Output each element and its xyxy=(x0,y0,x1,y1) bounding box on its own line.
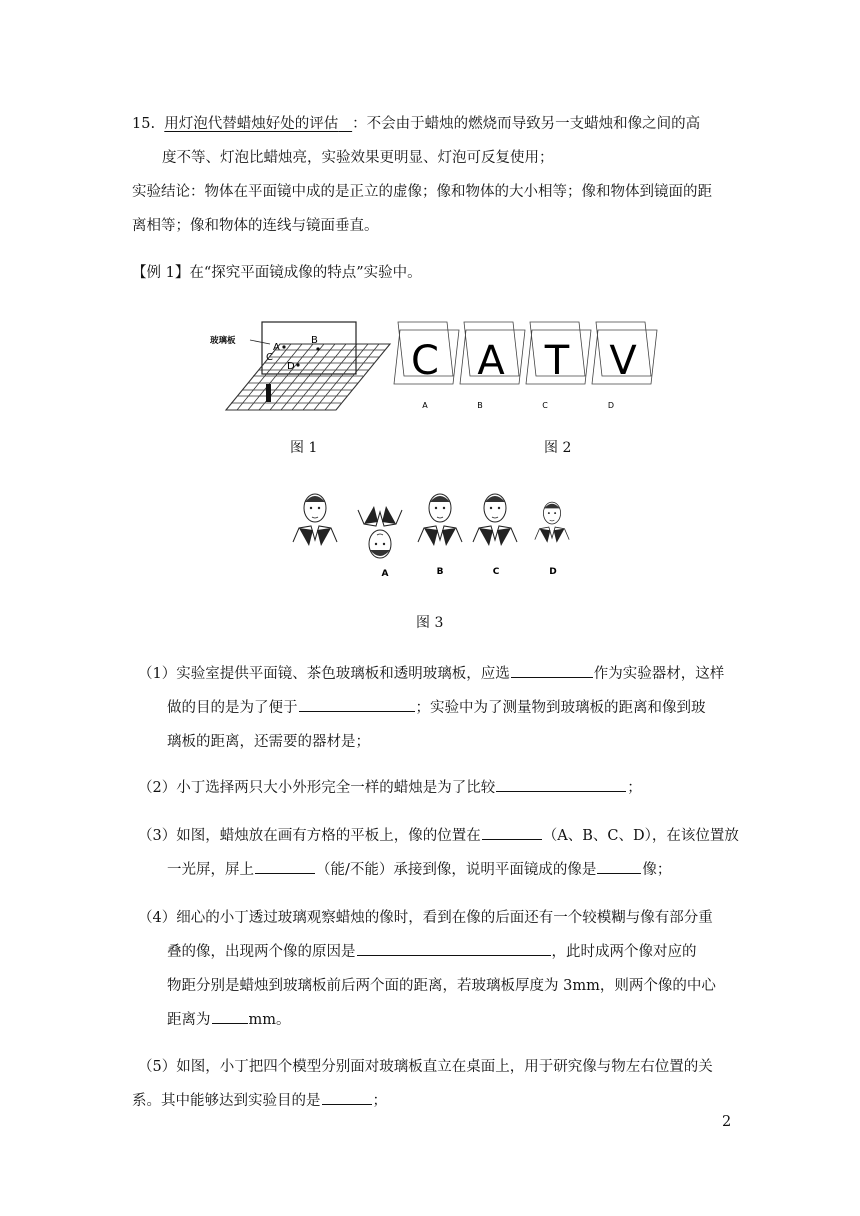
q3-blank-image-type[interactable] xyxy=(597,858,641,874)
q4-line-2 xyxy=(167,940,697,961)
model-c xyxy=(394,322,459,410)
item-15-line-1 xyxy=(132,112,700,133)
page-number: 2 xyxy=(722,1114,732,1130)
q4-text-b: ，此时成两个像对应的 xyxy=(551,944,697,960)
fig3-option-b: B xyxy=(436,567,444,577)
q4-text-d: mm。 xyxy=(248,1012,291,1028)
q1-text-c: 做的目的是为了便于 xyxy=(167,700,298,716)
q3-text-a: （3）如图，蜡烛放在画有方格的平板上，像的位置在 xyxy=(138,828,481,844)
option-d-label: D xyxy=(607,401,615,410)
option-a-figure xyxy=(358,506,402,558)
conclusion-line-1: 实验结论：物体在平面镜中成的是正立的虚像；像和物体的大小相等；像和物体到镜面的距 xyxy=(132,184,712,200)
q3-line-2 xyxy=(167,858,671,879)
option-c-figure xyxy=(473,494,517,546)
figure-3-diagram xyxy=(290,484,580,582)
q5-line-2 xyxy=(132,1089,387,1110)
q5-text-b: ； xyxy=(372,1093,387,1109)
q2-blank[interactable] xyxy=(496,776,626,792)
model-a xyxy=(460,322,525,410)
example-heading: 【例 1】在“探究平面镜成像的特点”实验中。 xyxy=(132,265,422,281)
point-d-label: D xyxy=(287,361,295,372)
letter-t: T xyxy=(544,338,570,384)
figure-1-diagram xyxy=(210,318,396,414)
q1-text-a: （1）实验室提供平面镜、茶色玻璃板和透明玻璃板，应选 xyxy=(138,666,510,682)
q1-blank-material[interactable] xyxy=(511,662,593,678)
q5-blank[interactable] xyxy=(322,1089,372,1105)
original-figure xyxy=(293,494,337,546)
q1-line-3: 璃板的距离，还需要的器材是； xyxy=(167,734,370,750)
model-t xyxy=(526,322,591,410)
item-15-number: 15. xyxy=(132,116,156,132)
letter-a: A xyxy=(477,338,505,384)
point-b-label: B xyxy=(311,335,318,346)
item-15-text: ：不会由于蜡烛的燃烧而导致另一支蜡烛和像之间的高 xyxy=(352,116,701,132)
item-15-heading: 用灯泡代替蜡烛好处的评估 xyxy=(164,116,339,132)
q4-line-3: 物距分别是蜡烛到玻璃板前后两个面的距离，若玻璃板厚度为 3mm，则两个像的中心 xyxy=(167,978,716,994)
q4-blank-distance[interactable] xyxy=(212,1008,248,1024)
q3-text-b: （A、B、C、D），在该位置放 xyxy=(542,828,739,844)
q4-blank-reason[interactable] xyxy=(357,940,551,956)
model-v xyxy=(592,322,657,410)
q4-text-c: 距离为 xyxy=(167,1012,211,1028)
figure-2-caption: 图 2 xyxy=(544,440,572,456)
q3-line-1 xyxy=(138,824,739,845)
q4-line-4 xyxy=(167,1008,291,1029)
q2-text-b: ； xyxy=(627,780,642,796)
q1-line-2 xyxy=(167,696,706,717)
option-d-figure xyxy=(535,502,569,543)
q5-line-1: （5）如图，小丁把四个模型分别面对玻璃板直立在桌面上，用于研究像与物左右位置的关 xyxy=(138,1059,713,1075)
q4-line-1: （4）细心的小丁透过玻璃观察蜡烛的像时，看到在像的后面还有一个较模糊与像有部分重 xyxy=(138,910,713,926)
q5-text-a: 系。其中能够达到实验目的是 xyxy=(132,1093,321,1109)
q4-text-a: 叠的像，出现两个像的原因是 xyxy=(167,944,356,960)
q1-text-b: 作为实验器材，这样 xyxy=(593,666,725,682)
letter-c: C xyxy=(411,338,439,384)
fig3-option-c: C xyxy=(492,567,500,577)
q3-text-d: （能/不能）承接到像，说明平面镜成的像是 xyxy=(316,862,597,878)
candle xyxy=(266,384,271,402)
item-15-line-2: 度不等、灯泡比蜡烛亮，实验效果更明显、灯泡可反复使用； xyxy=(162,150,554,166)
q3-blank-position[interactable] xyxy=(482,824,542,840)
letter-v: V xyxy=(609,338,637,384)
q3-text-e: 像； xyxy=(642,862,672,878)
grid-plane xyxy=(226,344,390,410)
figure-1-caption: 图 1 xyxy=(290,440,318,456)
q1-blank-purpose[interactable] xyxy=(299,696,415,712)
figure-2-diagram xyxy=(392,316,672,416)
conclusion-line-2: 离相等；像和物体的连线与镜面垂直。 xyxy=(132,218,379,234)
q2-text-a: （2）小丁选择两只大小外形完全一样的蜡烛是为了比较 xyxy=(138,780,496,796)
fig3-option-d: D xyxy=(549,567,557,577)
point-c-label: C xyxy=(266,352,273,363)
q1-text-d: ；实验中为了测量物到玻璃板的距离和像到玻 xyxy=(415,700,706,716)
q1-line-1 xyxy=(138,662,724,683)
option-a-label: A xyxy=(422,401,428,410)
board-label: 玻璃板 xyxy=(210,336,236,346)
figure-3-caption: 图 3 xyxy=(416,615,444,631)
q3-text-c: 一光屏，屏上 xyxy=(167,862,254,878)
option-b-figure xyxy=(418,494,462,546)
q2-line-1 xyxy=(138,776,642,797)
q3-blank-screen[interactable] xyxy=(255,858,315,874)
fig3-option-a: A xyxy=(381,569,389,579)
point-a-label: A xyxy=(273,342,280,353)
option-c-label: C xyxy=(542,401,548,410)
option-b-label: B xyxy=(477,401,483,410)
